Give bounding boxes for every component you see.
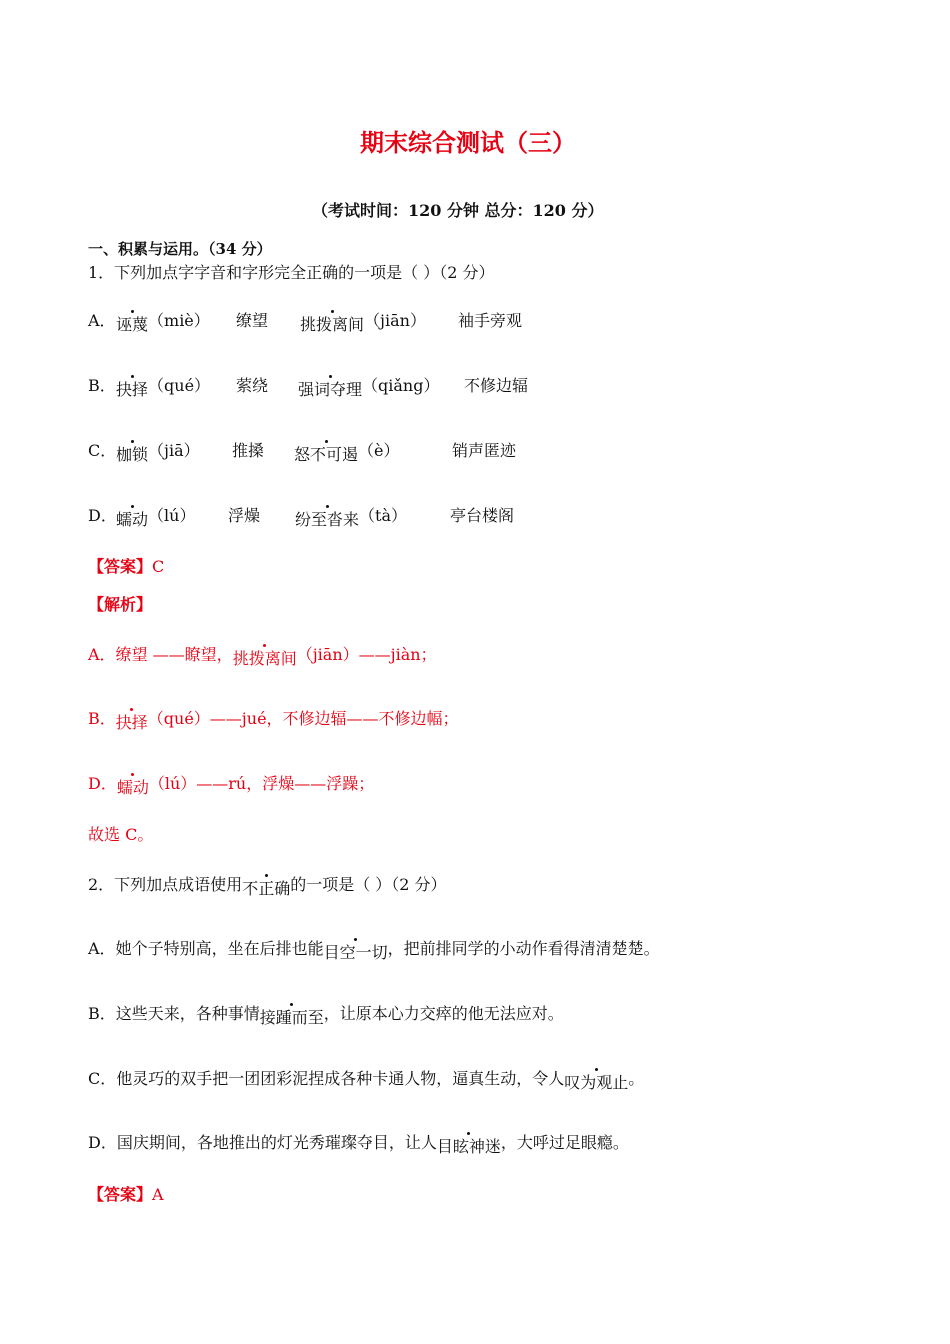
q1-answer bbox=[88, 556, 164, 578]
option-label: B． bbox=[88, 376, 116, 395]
pinyin: （jiān） bbox=[364, 311, 426, 330]
q1-analysis-b bbox=[88, 708, 459, 730]
word: 不修边辐 bbox=[464, 376, 529, 395]
q1-analysis-a bbox=[88, 644, 437, 666]
word: 浮燥 bbox=[228, 506, 261, 525]
dotted-word: 诬蔑 bbox=[116, 315, 149, 334]
pinyin: （qué） bbox=[148, 376, 211, 395]
q1-conclusion: 故选 C。 bbox=[88, 825, 154, 844]
dotted-word: 挑拨离间 bbox=[232, 649, 297, 668]
pinyin: （lú） bbox=[148, 506, 196, 525]
q1-option-b bbox=[88, 375, 588, 401]
word: 缭望 bbox=[115, 645, 148, 664]
dotted-word: 抉择 bbox=[116, 380, 149, 399]
exam-info: （考试时间：120 分钟 总分：120 分） bbox=[312, 201, 604, 220]
q2-option-a bbox=[88, 938, 660, 960]
correction: （qué）——jué，不修边辐——不修边幅； bbox=[147, 709, 459, 728]
word: 缭望 bbox=[236, 311, 269, 330]
stem-text: 的一项是（ ）（2 分） bbox=[290, 875, 447, 894]
pinyin: （è） bbox=[358, 441, 400, 460]
option-label: C． bbox=[88, 1069, 117, 1088]
dotted-word: 纷至沓来 bbox=[295, 510, 360, 529]
option-text: ，大呼过足眼瘾。 bbox=[500, 1133, 629, 1152]
q2-option-c bbox=[88, 1068, 644, 1090]
stem-text: 2．下列加点成语使用 bbox=[88, 875, 243, 894]
option-text: 她个子特别高，坐在后排也能 bbox=[115, 939, 324, 958]
option-label: A． bbox=[88, 645, 116, 664]
dotted-word: 强词夺理 bbox=[298, 380, 363, 399]
q1-option-d bbox=[88, 505, 588, 531]
correction: ——瞭望， bbox=[152, 645, 233, 664]
word: 推搡 bbox=[232, 441, 265, 460]
q1-option-c bbox=[88, 440, 588, 466]
correction: （lú）——rú，浮燥——浮躁； bbox=[148, 774, 375, 793]
option-label: B． bbox=[88, 709, 116, 728]
dotted-idiom: 目眩神迷 bbox=[436, 1137, 501, 1156]
dotted-word: 不正确 bbox=[242, 879, 291, 898]
answer-value: C bbox=[152, 557, 165, 576]
answer-value: A bbox=[152, 1185, 164, 1204]
option-text: 他灵巧的双手把一团团彩泥捏成各种卡通人物，逼真生动，令人 bbox=[116, 1069, 565, 1088]
option-label: D． bbox=[88, 1133, 117, 1152]
dotted-word: 挑拨离间 bbox=[300, 315, 365, 334]
option-text: ，把前排同学的小动作看得清清楚楚。 bbox=[387, 939, 660, 958]
answer-tag: 【答案】 bbox=[88, 557, 153, 576]
dotted-word: 蠕动 bbox=[116, 778, 149, 797]
word: 销声匿迹 bbox=[452, 441, 517, 460]
dotted-idiom: 叹为观止 bbox=[564, 1073, 629, 1092]
option-label: B． bbox=[88, 1004, 116, 1023]
option-text: 这些天来，各种事情 bbox=[115, 1004, 260, 1023]
q1-option-a bbox=[88, 310, 588, 336]
q2-option-d bbox=[88, 1132, 629, 1154]
pinyin: （jiā） bbox=[148, 441, 200, 460]
word: 亭台楼阁 bbox=[450, 506, 515, 525]
q2-answer bbox=[88, 1184, 164, 1206]
page-title: 期末综合测试（三） bbox=[360, 128, 576, 157]
dotted-word: 怒不可遏 bbox=[294, 445, 359, 464]
pinyin: （tà） bbox=[359, 506, 407, 525]
option-label: A． bbox=[88, 311, 116, 330]
option-text: 。 bbox=[628, 1069, 645, 1088]
correction: （jiān）——jiàn； bbox=[296, 645, 437, 664]
q1-stem: 1．下列加点字字音和字形完全正确的一项是（ ）（2 分） bbox=[88, 263, 495, 282]
pinyin: （qiǎng） bbox=[362, 376, 440, 395]
pinyin: （miè） bbox=[148, 311, 210, 330]
word: 萦绕 bbox=[236, 376, 269, 395]
dotted-idiom: 目空一切 bbox=[323, 943, 388, 962]
word: 袖手旁观 bbox=[458, 311, 523, 330]
option-label: A． bbox=[88, 939, 116, 958]
option-text: 国庆期间，各地推出的灯光秀璀璨夺目，让人 bbox=[116, 1133, 437, 1152]
dotted-idiom: 接踵而至 bbox=[259, 1008, 324, 1027]
dotted-word: 蠕动 bbox=[116, 510, 149, 529]
answer-tag: 【答案】 bbox=[88, 1185, 153, 1204]
section-heading: 一、积累与运用。（34 分） bbox=[88, 240, 272, 258]
q2-stem bbox=[88, 874, 447, 896]
option-label: D． bbox=[88, 774, 117, 793]
q1-analysis-d bbox=[88, 773, 374, 795]
dotted-word: 枷锁 bbox=[116, 445, 149, 464]
dotted-word: 抉择 bbox=[115, 713, 148, 732]
q2-option-b bbox=[88, 1003, 564, 1025]
option-label: C． bbox=[88, 441, 117, 460]
option-text: ，让原本心力交瘁的他无法应对。 bbox=[323, 1004, 564, 1023]
option-label: D． bbox=[88, 506, 117, 525]
q1-analysis-tag: 【解析】 bbox=[88, 595, 153, 614]
